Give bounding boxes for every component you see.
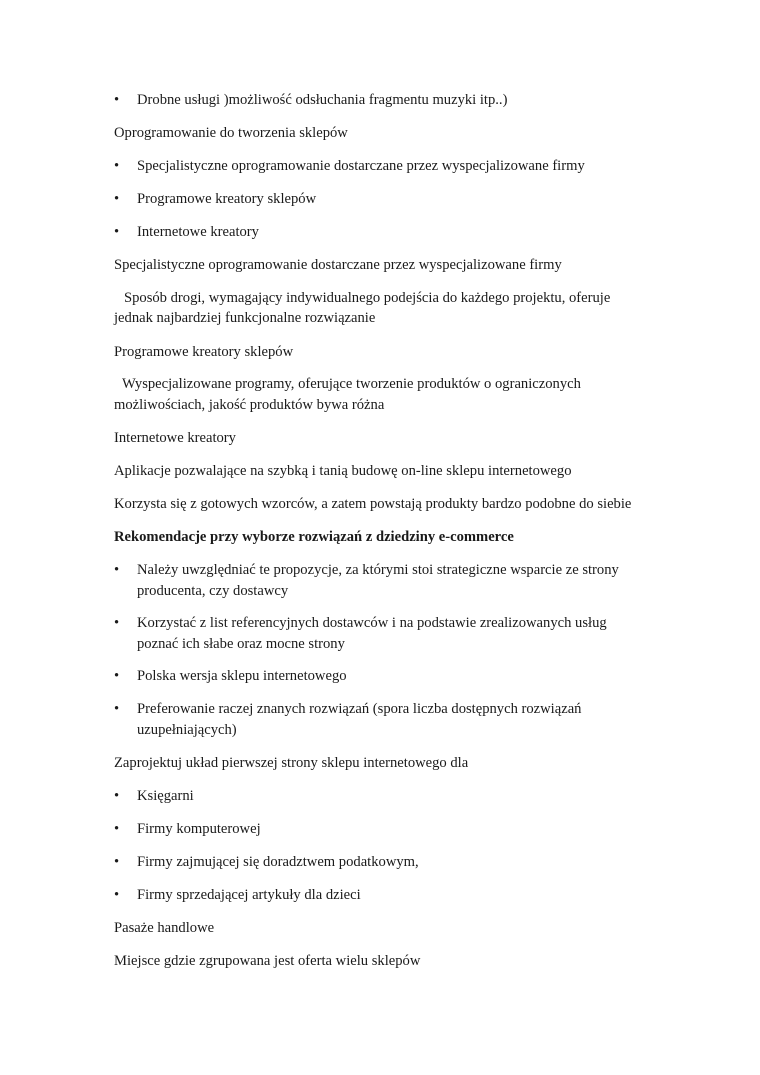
paragraph: Programowe kreatory sklepów xyxy=(114,344,294,360)
list-item-text: Specjalistyczne oprogramowanie dostarczane przez wyspecjalizowane firmy xyxy=(137,158,585,174)
bullet-icon: • xyxy=(114,562,120,578)
list-item-text: Firmy sprzedającej artykuły dla dzieci xyxy=(137,887,361,903)
paragraph: Specjalistyczne oprogramowanie dostarczane przez wyspecjalizowane firmy xyxy=(114,257,562,273)
list-item-text: Firmy zajmującej się doradztwem podatkowym, xyxy=(137,854,419,870)
list-item-text: Preferowanie raczej znanych rozwiązań (spora liczba dostępnych rozwiązań xyxy=(137,701,582,717)
list-item-text: Internetowe kreatory xyxy=(137,224,259,240)
paragraph: Miejsce gdzie zgrupowana jest oferta wielu sklepów xyxy=(114,953,421,969)
paragraph: Oprogramowanie do tworzenia sklepów xyxy=(114,125,348,141)
paragraph: Pasaże handlowe xyxy=(114,920,215,936)
paragraph-continuation: jednak najbardziej funkcjonalne rozwiązanie xyxy=(114,310,376,326)
list-item-text: Należy uwzględniać te propozycje, za którymi stoi strategiczne wsparcie ze strony xyxy=(137,562,619,578)
bullet-icon: • xyxy=(114,224,120,240)
list-item-text: Księgarni xyxy=(137,788,194,804)
bullet-icon: • xyxy=(114,854,120,870)
bullet-icon: • xyxy=(114,821,120,837)
bullet-icon: • xyxy=(114,92,120,108)
paragraph: Aplikacje pozwalające na szybką i tanią budowę on-line sklepu internetowego xyxy=(114,463,572,479)
bullet-icon: • xyxy=(114,191,120,207)
list-item-text: Programowe kreatory sklepów xyxy=(137,191,317,207)
paragraph: Wyspecjalizowane programy, oferujące tworzenie produktów o ograniczonych xyxy=(122,376,581,392)
bullet-icon: • xyxy=(114,615,120,631)
list-item-text: Drobne usługi )możliwość odsłuchania fragmentu muzyki itp..) xyxy=(137,92,508,108)
paragraph: Internetowe kreatory xyxy=(114,430,236,446)
list-item-text: uzupełniających) xyxy=(137,722,237,738)
bullet-icon: • xyxy=(114,701,120,717)
paragraph: Zaprojektuj układ pierwszej strony sklepu internetowego dla xyxy=(114,755,469,771)
paragraph: Korzysta się z gotowych wzorców, a zatem powstają produkty bardzo podobne do siebie xyxy=(114,496,632,512)
bullet-icon: • xyxy=(114,668,120,684)
bullet-icon: • xyxy=(114,158,120,174)
list-item-text: Polska wersja sklepu internetowego xyxy=(137,668,347,684)
list-item-text: Korzystać z list referencyjnych dostawców i na podstawie zrealizowanych usług xyxy=(137,615,607,631)
list-item-text: poznać ich słabe oraz mocne strony xyxy=(137,636,345,652)
section-heading: Rekomendacje przy wyborze rozwiązań z dziedziny e-commerce xyxy=(114,529,514,545)
list-item-text: producenta, czy dostawcy xyxy=(137,583,289,599)
list-item-text: Firmy komputerowej xyxy=(137,821,261,837)
paragraph: Sposób drogi, wymagający indywidualnego podejścia do każdego projektu, oferuje xyxy=(124,290,611,306)
bullet-icon: • xyxy=(114,887,120,903)
bullet-icon: • xyxy=(114,788,120,804)
paragraph-continuation: możliwościach, jakość produktów bywa różna xyxy=(114,397,385,413)
